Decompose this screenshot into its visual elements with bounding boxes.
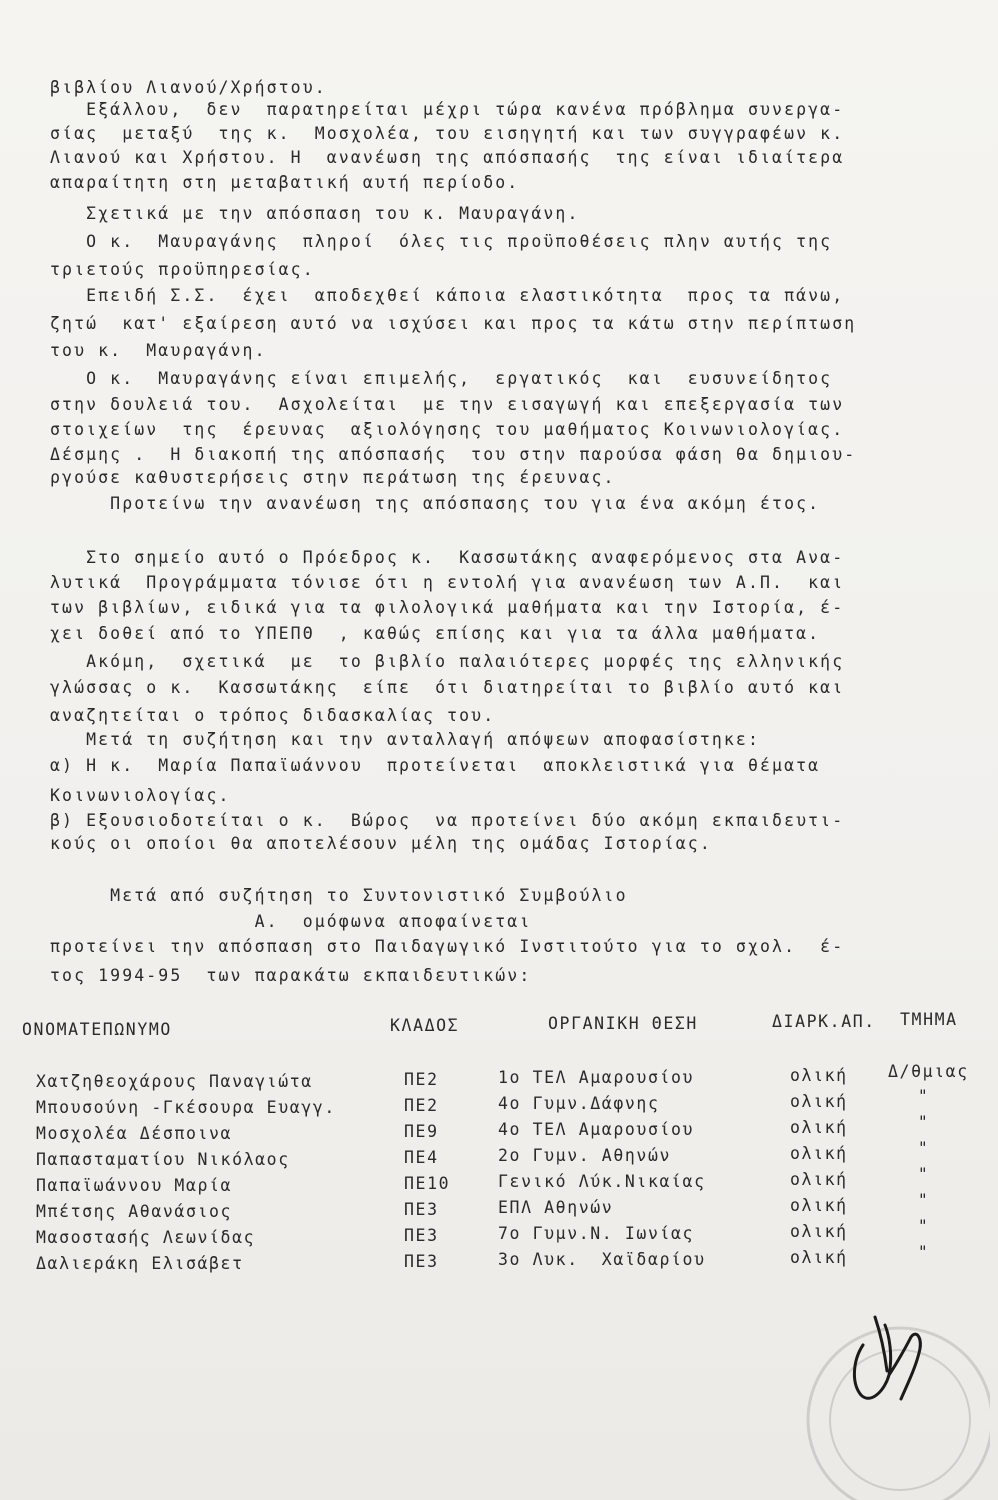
- text-line: βιβλίου Λιανού/Χρήστου.: [50, 78, 327, 97]
- cell-name: Παπαϊωάννου Μαρία: [36, 1176, 233, 1195]
- text-line: Κοινωνιολογίας.: [50, 786, 231, 805]
- cell-dept: ": [918, 1242, 928, 1261]
- cell-name: Δαλιεράκη Ελισάβετ: [36, 1254, 244, 1273]
- text-line: Στο σημείο αυτό ο Πρόεδρος κ. Κασσωτάκης αναφερόμενος στα Ανα-: [50, 548, 845, 567]
- cell-duration: ολική: [790, 1118, 848, 1137]
- signature: [815, 1305, 935, 1415]
- cell-position: 2ο Γυμν. Αθηνών: [498, 1146, 672, 1165]
- text-line: χει δοθεί από το ΥΠΕΠΘ , καθώς επίσης και για τα άλλα μαθήματα.: [50, 624, 821, 643]
- cell-name: Μοσχολέα Δέσποινα: [36, 1124, 233, 1143]
- text-line: Μετά τη συζήτηση και την ανταλλαγή απόψεων αποφασίστηκε:: [50, 730, 760, 749]
- cell-branch: ΠΕ4: [404, 1148, 439, 1167]
- text-line: αναζητείται ο τρόπος διδασκαλίας του.: [50, 706, 496, 725]
- header-branch: ΚΛΑΔΟΣ: [390, 1016, 460, 1035]
- text-line: Α. ομόφωνα αποφαίνεται: [50, 912, 532, 931]
- cell-position: 4ο Γυμν.Δάφνης: [498, 1094, 660, 1113]
- cell-duration: ολική: [790, 1092, 848, 1111]
- cell-dept: ": [918, 1216, 928, 1235]
- text-line: β) Εξουσιοδοτείται ο κ. Βώρος να προτείνει δύο ακόμη εκπαιδευτι-: [50, 811, 845, 830]
- text-line: λυτικά Προγράμματα τόνισε ότι η εντολή για ανανέωση των Α.Π. και: [50, 573, 845, 592]
- text-line: Δέσμης . Η διακοπή της απόσπασής του στην παρούσα φάση θα δημιου-: [50, 445, 857, 464]
- text-line: απαραίτητη στη μεταβατική αυτή περίοδο.: [50, 173, 520, 192]
- cell-dept: ": [918, 1138, 928, 1157]
- cell-position: 4ο ΤΕΛ Αμαρουσίου: [498, 1120, 695, 1139]
- text-line: γλώσσας ο κ. Κασσωτάκης είπε ότι διατηρείται το βιβλίο αυτό και: [50, 678, 845, 697]
- cell-name: Χατζηθεοχάρους Παναγιώτα: [36, 1072, 313, 1091]
- cell-position: 3ο Λυκ. Χαϊδαρίου: [498, 1250, 706, 1269]
- text-line: Μετά από συζήτηση το Συντονιστικό Συμβούλιο: [50, 886, 628, 905]
- cell-name: Μπουσούνη -Γκέσουρα Ευαγγ.: [36, 1098, 336, 1117]
- text-line: Επειδή Σ.Σ. έχει αποδεχθεί κάποια ελαστικότητα προς τα πάνω,: [50, 286, 845, 305]
- header-dept: ΤΜΗΜΑ: [900, 1010, 958, 1029]
- cell-position: ΕΠΛ Αθηνών: [498, 1198, 614, 1217]
- cell-duration: ολική: [790, 1144, 848, 1163]
- cell-position: 1ο ΤΕΛ Αμαρουσίου: [498, 1068, 695, 1087]
- text-line: Ακόμη, σχετικά με το βιβλίο παλαιότερες μορφές της ελληνικής: [50, 652, 845, 671]
- cell-position: Γενικό Λύκ.Νικαίας: [498, 1172, 706, 1191]
- cell-name: Παπασταματίου Νικόλαος: [36, 1150, 290, 1169]
- text-line: στοιχείων της έρευνας αξιολόγησης του μαθήματος Κοινωνιολογίας.: [50, 420, 845, 439]
- cell-branch: ΠΕ3: [404, 1226, 439, 1245]
- text-line: στην δουλειά του. Ασχολείται με την εισαγωγή και επεξεργασία των: [50, 395, 845, 414]
- text-line: Ο κ. Μαυραγάνης είναι επιμελής, εργατικός και ευσυνείδητος: [50, 369, 833, 388]
- text-line: κούς οι οποίοι θα αποτελέσουν μέλη της ομάδας Ιστορίας.: [50, 834, 712, 853]
- cell-branch: ΠΕ3: [404, 1252, 439, 1271]
- cell-duration: ολική: [790, 1222, 848, 1241]
- cell-name: Μασοστασής Λεωνίδας: [36, 1228, 256, 1247]
- text-line: του κ. Μαυραγάνη.: [50, 341, 267, 360]
- text-line: Σχετικά με την απόσπαση του κ. Μαυραγάνη.: [50, 204, 580, 223]
- cell-dept: ": [918, 1190, 928, 1209]
- cell-name: Μπέτσης Αθανάσιος: [36, 1202, 233, 1221]
- cell-branch: ΠΕ3: [404, 1200, 439, 1219]
- cell-duration: ολική: [790, 1066, 848, 1085]
- cell-branch: ΠΕ2: [404, 1096, 439, 1115]
- cell-duration: ολική: [790, 1248, 848, 1267]
- cell-branch: ΠΕ9: [404, 1122, 439, 1141]
- text-line: Προτείνω την ανανέωση της απόσπασης του για ένα ακόμη έτος.: [50, 494, 821, 513]
- text-line: Λιανού και Χρήστου. Η ανανέωση της απόσπασής της είναι ιδιαίτερα: [50, 148, 845, 167]
- cell-duration: ολική: [790, 1170, 848, 1189]
- cell-branch: ΠΕ2: [404, 1070, 439, 1089]
- text-line: τος 1994-95 των παρακάτω εκπαιδευτικών:: [50, 966, 532, 985]
- text-line: Εξάλλου, δεν παρατηρείται μέχρι τώρα κανένα πρόβλημα συνεργα-: [50, 100, 845, 119]
- text-line: σίας μεταξύ της κ. Μοσχολέα, του εισηγητή και των συγγραφέων κ.: [50, 124, 845, 143]
- text-line: α) Η κ. Μαρία Παπαϊωάννου προτείνεται αποκλειστικά για θέματα: [50, 756, 821, 775]
- text-line: προτείνει την απόσπαση στο Παιδαγωγικό Ινστιτούτο για το σχολ. έ-: [50, 937, 845, 956]
- cell-duration: ολική: [790, 1196, 848, 1215]
- cell-dept: Δ/θμιας: [888, 1062, 969, 1081]
- text-line: ργούσε καθυστερήσεις στην περάτωση της έρευνας.: [50, 468, 616, 487]
- cell-dept: ": [918, 1112, 928, 1131]
- text-line: ζητώ κατ' εξαίρεση αυτό να ισχύσει και προς τα κάτω στην περίπτωση: [50, 314, 857, 333]
- text-line: των βιβλίων, ειδικά για τα φιλολογικά μαθήματα και την Ιστορία, έ-: [50, 598, 845, 617]
- text-line: Ο κ. Μαυραγάνης πληροί όλες τις προϋποθέσεις πλην αυτής της: [50, 232, 833, 251]
- text-line: τριετούς προϋπηρεσίας.: [50, 260, 315, 279]
- cell-dept: ": [918, 1086, 928, 1105]
- header-duration: ΔΙΑΡΚ.ΑΠ.: [772, 1012, 876, 1031]
- cell-position: 7ο Γυμν.Ν. Ιωνίας: [498, 1224, 695, 1243]
- header-name: ΟΝΟΜΑΤΕΠΩΝΥΜΟ: [22, 1020, 172, 1039]
- header-position: ΟΡΓΑΝΙΚΗ ΘΕΣΗ: [548, 1014, 698, 1033]
- cell-branch: ΠΕ10: [404, 1174, 451, 1193]
- cell-dept: ": [918, 1164, 928, 1183]
